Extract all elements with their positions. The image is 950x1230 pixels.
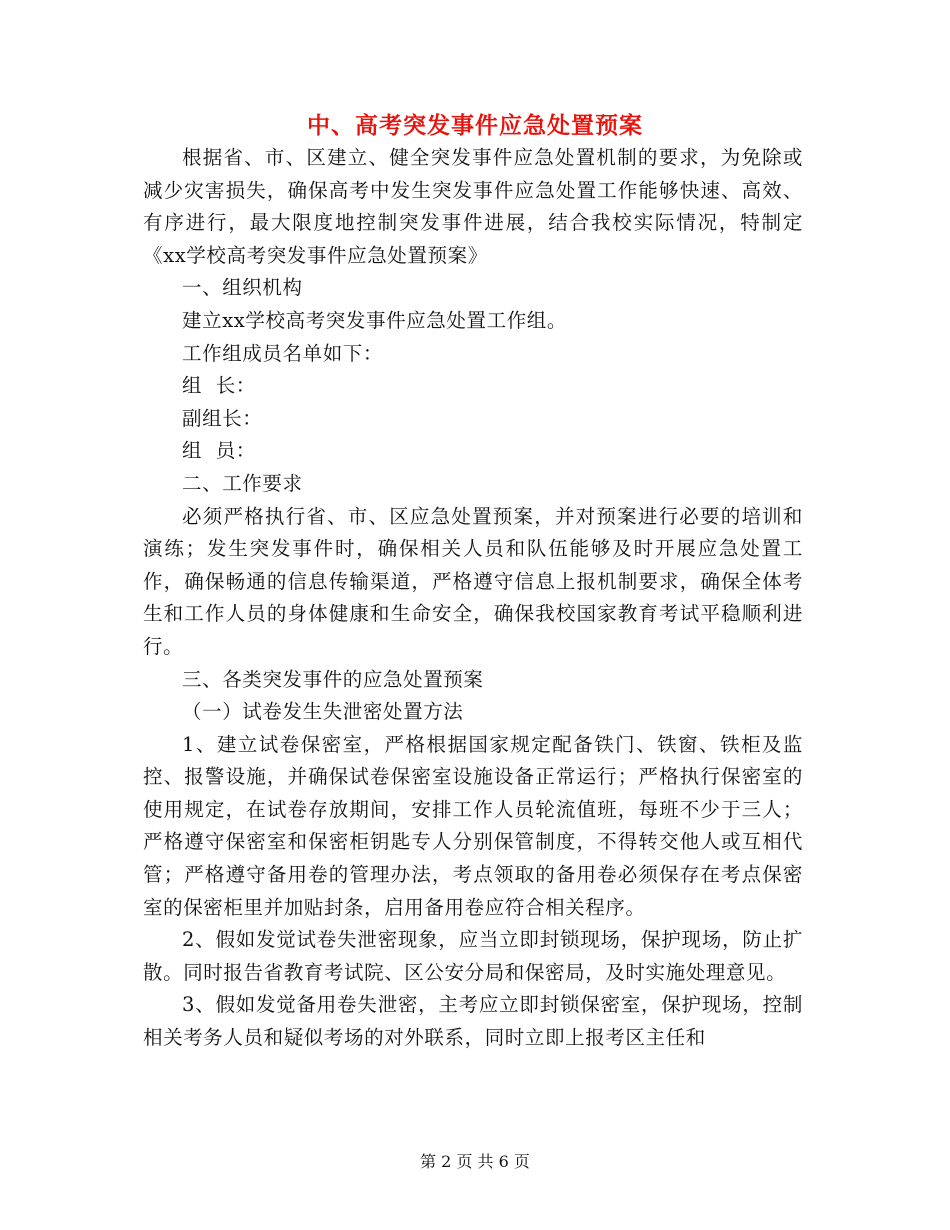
subsection-heading-leak: （一）试卷发生失泄密处置方法 <box>182 700 464 724</box>
paragraph-item-1: 1、建立试卷保密室，严格根据国家规定配备铁门、铁窗、铁柜及监控、报警设施，并确保试卷保密室设施设备正常运行；严格执行保密室的使用规定，在试卷存放期间，安排工作人员轮流值班，每班不少于三人；严格遵守保密室和保密柜钥匙专人分别保管制度，不得转交他人或互相代管；严格遵守备用卷的管理办法，考点领取的备用卷必须保存在考点保密室的保密柜里并加贴封条，启用备用卷应符合相关程序。 <box>143 732 803 919</box>
label-team-leader: 组 长： <box>182 374 256 398</box>
paragraph-item-3: 3、假如发觉备用卷失泄密，主考应立即封锁保密室，保护现场，控制相关考务人员和疑似考场的对外联系，同时立即上报考区主任和 <box>143 993 803 1050</box>
section-heading-organization: 一、组织机构 <box>182 276 303 300</box>
paragraph-requirements: 必须严格执行省、市、区应急处置预案，并对预案进行必要的培训和演练；发生突发事件时，确保相关人员和队伍能够及时开展应急处置工作，确保畅通的信息传输渠道，严格遵守信息上报机制要求，确保全体考生和工作人员的身体健康和生命安全，确保我校国家教育考试平稳顺利进行。 <box>143 504 803 658</box>
label-deputy-leader: 副组长： <box>182 406 263 430</box>
intro-paragraph: 根据省、市、区建立、健全突发事件应急处置机制的要求，为免除或减少灾害损失，确保高考中发生突发事件应急处置工作能够快速、高效、有序进行，最大限度地控制突发事件进展，结合我校实际情况，特制定《xx学校高考突发事件应急处置预案》 <box>143 146 803 267</box>
section-heading-emergency-plans: 三、各类突发事件的应急处置预案 <box>182 667 484 691</box>
page-footer: 第 2 页 共 6 页 <box>420 1152 530 1171</box>
label-team-members: 组 员： <box>182 439 256 463</box>
document-title: 中、高考突发事件应急处置预案 <box>307 112 643 139</box>
paragraph-item-2: 2、假如发觉试卷失泄密现象，应当立即封锁现场，保护现场，防止扩散。同时报告省教育考试院、区公安分局和保密局，及时实施处理意见。 <box>143 928 803 984</box>
document-body <box>143 142 803 1055</box>
section-heading-requirements: 二、工作要求 <box>182 471 303 495</box>
paragraph-member-list: 工作组成员名单如下： <box>182 341 384 365</box>
paragraph-setup-team: 建立xx学校高考突发事件应急处置工作组。 <box>182 308 567 332</box>
